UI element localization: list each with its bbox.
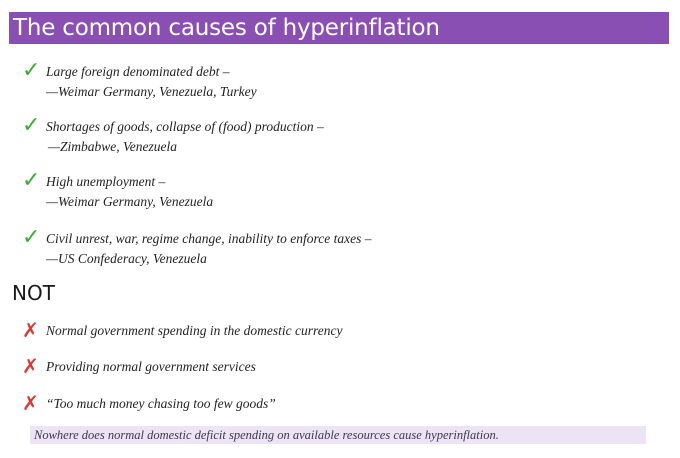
cause-text: Shortages of goods, collapse of (food) production –	[46, 119, 324, 134]
cause-examples: —Weimar Germany, Venezuela, Turkey	[46, 84, 257, 99]
cross-icon: ✗	[22, 391, 39, 415]
not-label: NOT	[12, 281, 55, 305]
cause-examples: —US Confederacy, Venezuela	[46, 251, 207, 266]
check-icon: ✓	[22, 168, 41, 193]
check-icon: ✓	[22, 58, 41, 83]
slide-title: The common causes of hyperinflation	[13, 15, 440, 41]
not-cause-text: “Too much money chasing too few goods”	[46, 396, 276, 411]
cause-examples: —Weimar Germany, Venezuela	[46, 194, 214, 209]
cause-text: High unemployment –	[46, 174, 166, 189]
not-cause-text: Providing normal government services	[46, 359, 256, 374]
not-cause-text: Normal government spending in the domestic currency	[46, 323, 343, 338]
cause-examples: —Zimbabwe, Venezuela	[48, 139, 177, 154]
cross-icon: ✗	[22, 318, 39, 342]
title-bar	[9, 12, 669, 44]
footnote-text: Nowhere does normal domestic deficit spending on available resources cause hyperinflation.	[34, 427, 499, 442]
cross-icon: ✗	[22, 354, 39, 378]
cause-text: Large foreign denominated debt –	[46, 64, 230, 79]
cause-text: Civil unrest, war, regime change, inability to enforce taxes –	[46, 231, 372, 246]
check-icon: ✓	[22, 225, 41, 250]
footnote-box	[30, 426, 646, 444]
check-icon: ✓	[22, 113, 41, 138]
